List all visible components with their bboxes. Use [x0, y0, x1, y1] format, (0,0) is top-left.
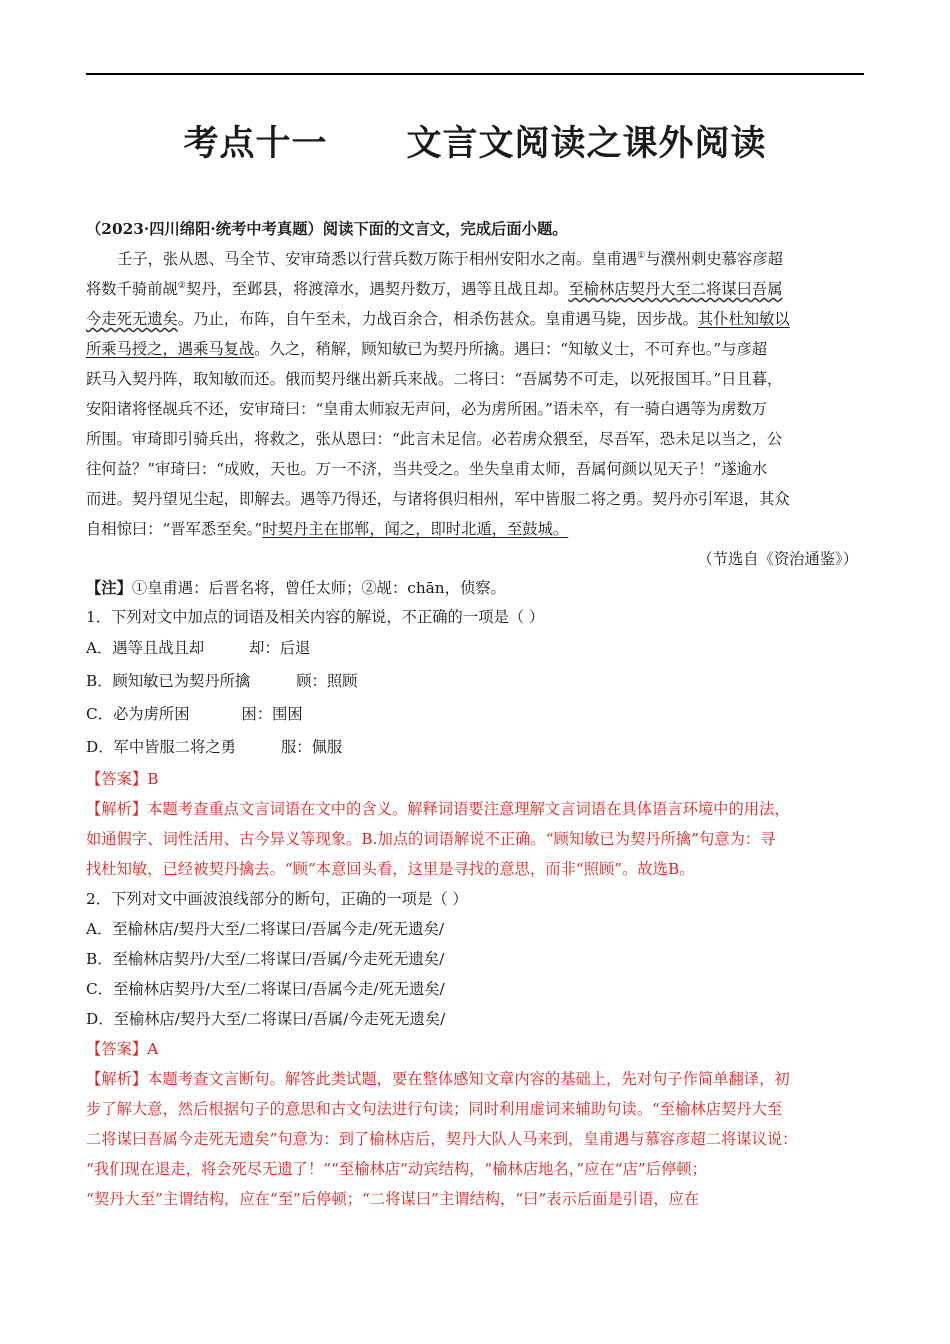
passage-line: 将数千骑前觇②契丹，至邺县，将渡漳水，遇契丹数万，遇等且战且却。至榆林店契丹大至二将谋曰吾属: [86, 280, 783, 298]
analysis-line: “我们现在退走，将会死尽无遗了！”“至榆林店”动宾结构，“榆林店地名，”应在“店”后停顿；: [86, 1160, 707, 1178]
passage-line: 今走死无遗矣。乃止，布阵，自午至未，力战百余合，相杀伤甚众。皇甫遇马毙，因步战。其仆杜知敏以: [86, 310, 790, 328]
option-c: C．必为虏所困 困：围困: [86, 705, 303, 723]
dotted-word: 困: [174, 705, 190, 723]
option-b: B．至榆林店契丹/大至/二将谋曰/吾属/今走死无遗矣/: [86, 950, 445, 968]
answer: 【答案】B: [86, 770, 159, 788]
dotted-word: 服: [560, 490, 576, 508]
passage-line: 而进。契丹望见尘起，即解去。遇等乃得还，与诸将俱归相州，军中皆服二将之勇。契丹亦引军退，其众: [86, 490, 790, 508]
passage-line: 跃马入契丹阵，取知敏而还。俄而契丹继出新兵来战。二将曰：“吾属势不可走，以死报国耳。”日且暮，: [86, 370, 783, 388]
passage-source: （节选自《资治通鉴》）: [697, 550, 858, 568]
option-d: D．军中皆服二将之勇 服：佩服: [86, 738, 343, 756]
passage-line: 所乘马授之，遇乘马复战。久之，稍解，顾知敏已为契丹所擒。遇曰：“知敏义士，不可弃也。”与彦超: [86, 340, 768, 358]
answer: 【答案】A: [86, 1040, 159, 1058]
analysis-line: 【解析】本题考查重点文言词语在文中的含义。解释词语要注意理解文言词语在具体语言环境中的用法，: [86, 800, 790, 818]
passage: [86, 244, 864, 574]
footnote-marker: ②: [177, 281, 186, 291]
passage-line: 自相惊曰：“晋军悉至矣。”时契丹主在邯郸，闻之，即时北遁，至鼓城。: [86, 520, 569, 538]
passage-line: 所围。审琦即引骑兵出，将救之，张从恩曰：“此言未足信。必若虏众猥至，尽吾军，恐未足以当之，公: [86, 430, 783, 448]
dotted-word: 困: [522, 400, 538, 418]
passage-line: 壬子，张从恩、马全节、安审琦悉以行营兵数万陈于相州安阳水之南。皇甫遇①与濮州刺史慕容彦超: [117, 250, 783, 268]
underlined-text: 所乘马授之，遇乘马复战: [86, 340, 255, 358]
document-body: [86, 214, 864, 1214]
option-a: A．至榆林店/契丹大至/二将谋曰/吾属今走/死无遗矣/: [86, 920, 445, 938]
passage-line: 安阳诸将怪觇兵不还，安审琦曰：“皇甫太师寂无声问，必为虏所困。”语未卒，有一骑白遇等为虏数万: [86, 400, 768, 418]
dotted-word: 顾: [112, 672, 128, 690]
analysis-line: 步了解大意，然后根据句子的意思和古文句法进行句读；同时利用虚词来辅助句读。“至榆林店契丹大至: [86, 1100, 783, 1118]
analysis-line: 找杜知敏，已经被契丹擒去。“顾”本意回头看，这里是寻找的意思，而非“照顾”。故选B。: [86, 860, 695, 878]
question-stem: 2．下列对文中画波浪线部分的断句，正确的一项是（ ）: [86, 890, 468, 908]
dotted-word: 却: [537, 280, 554, 298]
analysis-line: 如通假字、词性活用、古今异义等现象。B.加点的词语解说不正确。“顾知敏已为契丹所擒”句意为：寻: [86, 830, 776, 848]
option-a: A．遇等且战且却 却：后退: [86, 639, 311, 657]
analysis-line: “契丹大至”主谓结构，应在“至”后停顿；“二将谋曰”主谓结构，“曰”表示后面是引语，应在: [86, 1190, 700, 1208]
passage-line: 往何益？”审琦曰：“成败，天也。万一不济，当共受之。坐失皇甫太师，吾属何颜以见天子！”遂逾水: [86, 460, 768, 478]
header-rule: [86, 73, 864, 75]
footnote-marker: ①: [637, 251, 646, 261]
analysis-line: 【解析】本题考查文言断句。解答此类试题，要在整体感知文章内容的基础上，先对句子作简单翻译，初: [86, 1070, 790, 1088]
page-title: 考点十一 文言文阅读之课外阅读: [183, 124, 767, 164]
option-d: D．至榆林店/契丹大至/二将谋曰/吾属/今走死无遗矣/: [86, 1010, 446, 1028]
question-stem: 1．下列对文中加点的词语及相关内容的解说，不正确的一项是（ ）: [86, 608, 545, 626]
footnote: 【注】①皇甫遇：后晋名将，曾任太师；②觇：chān，侦察。: [86, 579, 506, 597]
question-1: [86, 602, 864, 884]
underlined-text: 其仆杜知敏以: [697, 310, 790, 328]
dotted-word: 顾: [361, 340, 377, 358]
question-2: [86, 884, 864, 1214]
wavy-underlined-text: 今走死无遗矣: [86, 310, 178, 328]
option-b: B．顾知敏已为契丹所擒 顾：照顾: [86, 672, 358, 690]
question-intro: （2023·四川绵阳·统考中考真题）阅读下面的文言文，完成后面小题。: [86, 220, 568, 238]
underlined-text: 时契丹主在邯郸，闻之，即时北遁，至鼓城。: [262, 520, 569, 538]
wavy-underlined-text: 至榆林店契丹大至二将谋曰吾属: [568, 280, 783, 298]
analysis-line: 二将谋曰吾属今走死无遗矣”句意为：到了榆林店后，契丹大队人马来到，皇甫遇与慕容彦超二将谋议说：: [86, 1130, 798, 1148]
dotted-word: 却: [188, 639, 205, 657]
option-c: C．至榆林店契丹/大至/二将谋曰/吾属今走/死无遗矣/: [86, 980, 445, 998]
dotted-word: 服: [159, 738, 175, 756]
